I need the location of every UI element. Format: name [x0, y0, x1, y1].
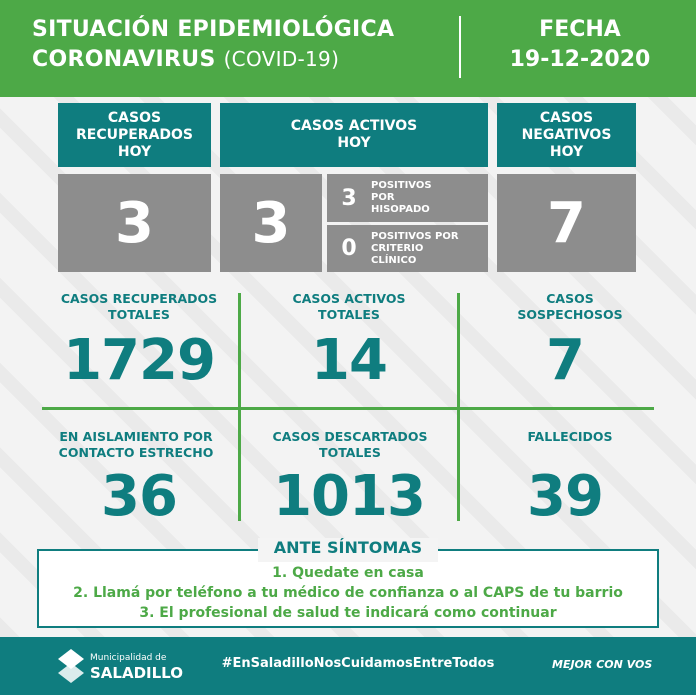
stat-value-activos-totales: 14: [311, 328, 387, 393]
negativos-hoy-text: CASOS NEGATIVOS HOY: [521, 109, 612, 160]
header-divider: [459, 16, 461, 78]
hisopado-row: [327, 174, 488, 222]
symptoms-step-2: 2. Llamá por teléfono a tu médico de confianza o al CAPS de tu barrio: [73, 585, 623, 601]
title-line-2: [32, 47, 339, 72]
activos-hoy-text: CASOS ACTIVOS HOY: [290, 118, 418, 151]
stat-value-sospechosos: 7: [546, 328, 584, 393]
footer-bar: [0, 637, 696, 695]
negativos-hoy-value: 7: [547, 190, 586, 256]
header-banner: [0, 0, 696, 97]
stat-value-fallecidos: 39: [527, 464, 603, 529]
recuperados-hoy-box: [58, 174, 211, 272]
stat-label-aislamiento: EN AISLAMIENTO POR CONTACTO ESTRECHO: [58, 429, 214, 460]
stat-label-recuperados-totales: CASOS RECUPERADOS TOTALES: [60, 291, 218, 322]
recuperados-hoy-label: [58, 103, 211, 167]
title-line-1: SITUACIÓN EPIDEMIOLÓGICA: [32, 17, 395, 42]
clinico-label: POSITIVOS POR CRITERIO CLÍNICO: [371, 230, 459, 266]
footer-muni-small: Municipalidad de: [90, 653, 167, 663]
recuperados-hoy-text: CASOS RECUPERADOS HOY: [75, 109, 194, 160]
footer-hashtag: #EnSaladilloNosCuidamosEntreTodos: [221, 656, 495, 671]
negativos-hoy-label: [497, 103, 636, 167]
stat-label-fallecidos: FALLECIDOS: [527, 429, 613, 444]
stat-value-descartados: 1013: [273, 464, 425, 529]
date-value: 19-12-2020: [509, 47, 651, 72]
stat-value-recuperados-totales: 1729: [63, 328, 215, 393]
symptoms-title: ANTE SÍNTOMAS: [258, 538, 438, 562]
stat-label-descartados: CASOS DESCARTADOS TOTALES: [272, 429, 428, 460]
activos-hoy-box: [220, 174, 322, 272]
title-covid: (COVID-19): [223, 47, 340, 71]
stat-label-activos-totales: CASOS ACTIVOS TOTALES: [292, 291, 406, 322]
title-coronavirus: CORONAVIRUS: [32, 47, 216, 72]
saladillo-logo-icon: [58, 649, 84, 683]
clinico-row: [327, 225, 488, 272]
activos-hoy-value: 3: [251, 190, 291, 256]
symptoms-step-3: 3. El profesional de salud te indicará como continuar: [139, 605, 557, 621]
clinico-value: 0: [341, 236, 357, 261]
recuperados-hoy-value: 3: [115, 190, 154, 256]
stat-value-aislamiento: 36: [101, 464, 177, 529]
stat-label-sospechosos: CASOS SOSPECHOSOS: [517, 291, 623, 322]
footer-muni-big: SALADILLO: [90, 664, 183, 682]
negativos-hoy-box: [497, 174, 636, 272]
grid-horizontal: [42, 407, 654, 410]
hisopado-value: 3: [341, 185, 357, 211]
symptoms-step-1: 1. Quedate en casa: [272, 565, 424, 581]
hisopado-label: POSITIVOS POR HISOPADO: [371, 180, 432, 215]
date-label: FECHA: [539, 17, 621, 42]
activos-hoy-label: [220, 103, 488, 167]
footer-slogan: MEJOR CON VOS: [552, 658, 653, 671]
